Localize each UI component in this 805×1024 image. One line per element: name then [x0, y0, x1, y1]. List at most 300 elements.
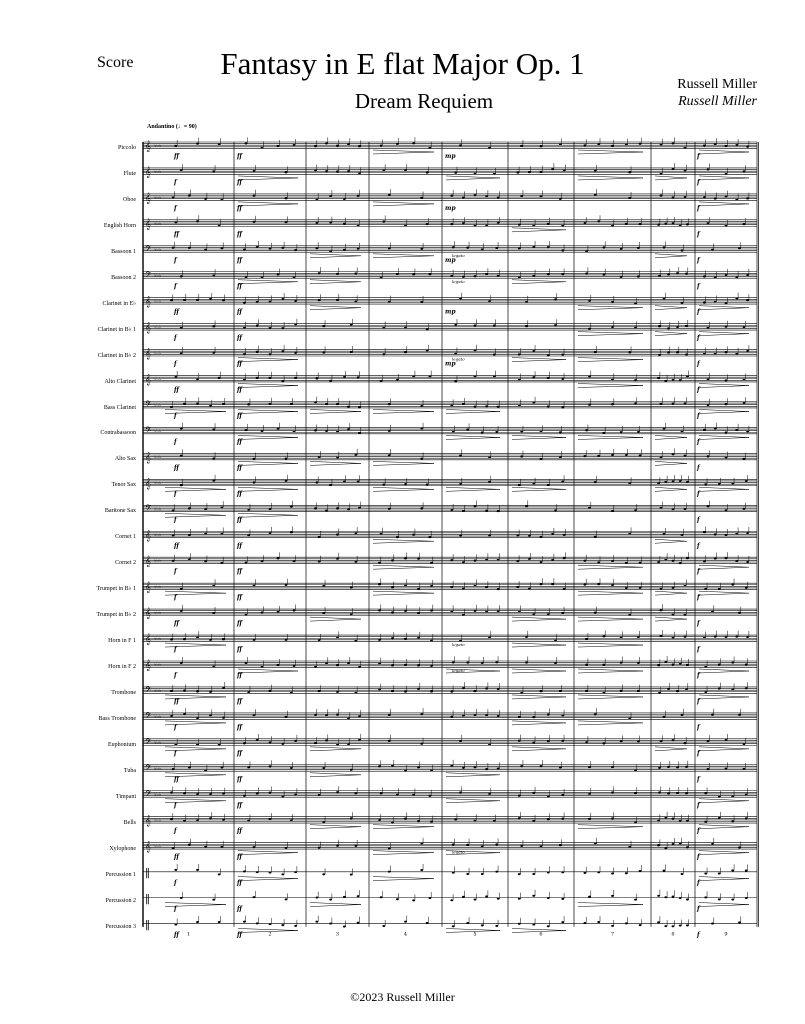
key-signature: ♭♭♭	[154, 817, 162, 824]
tempo-marking: Andantino (♩= 90)	[147, 124, 197, 130]
note-head	[718, 588, 721, 590]
note-head	[703, 531, 706, 533]
note-head	[540, 195, 543, 197]
note-head	[322, 585, 325, 587]
note-head	[212, 612, 215, 614]
note-head	[611, 403, 614, 405]
note-head	[551, 559, 554, 561]
clef-symbol: 𝄢	[145, 711, 152, 723]
key-signature: ♭♭♭	[154, 168, 162, 175]
key-signature: ♭♭♭	[154, 376, 162, 383]
note-head	[358, 145, 361, 147]
hairpin-crescendo	[655, 435, 687, 439]
note-head	[329, 898, 332, 900]
note-head	[658, 325, 661, 327]
note-head	[518, 277, 521, 279]
note-head	[588, 376, 591, 378]
note-head	[357, 895, 360, 897]
note-head	[735, 560, 738, 562]
note-head	[420, 405, 423, 407]
dynamic-mark: f	[697, 775, 700, 783]
note-head	[430, 585, 433, 587]
dynamic-mark: f	[697, 646, 700, 654]
dynamic-mark: f	[697, 490, 700, 498]
note-head	[220, 532, 223, 534]
note-head	[497, 688, 500, 690]
note-head	[681, 714, 684, 716]
note-head	[639, 587, 642, 589]
note-head	[183, 713, 186, 715]
note-head	[585, 638, 588, 640]
key-signature: ♭♭♭	[154, 506, 162, 513]
composer-name: Russell Miller	[677, 77, 757, 92]
dynamic-mark: ff	[174, 853, 179, 861]
note-head	[281, 247, 284, 249]
note-head	[450, 765, 453, 767]
note-head	[588, 766, 591, 768]
key-signature: ♭♭♭	[154, 584, 162, 591]
note-head	[672, 925, 675, 927]
key-signature: ♭♭♭	[154, 246, 162, 253]
note-head	[686, 820, 689, 822]
note-head	[378, 639, 381, 641]
note-head	[518, 795, 521, 797]
note-head	[559, 690, 562, 692]
note-head	[318, 639, 321, 641]
note-head	[532, 873, 535, 875]
note-head	[497, 196, 500, 198]
dynamic-mark: f	[697, 178, 700, 186]
note-head	[481, 873, 484, 875]
note-head	[585, 663, 588, 665]
note-head	[620, 662, 623, 664]
hairpin-crescendo	[655, 617, 687, 621]
note-head	[204, 198, 207, 200]
note-head	[474, 559, 477, 561]
note-head	[294, 871, 297, 873]
note-head	[454, 324, 457, 326]
hairpin-crescendo	[578, 150, 643, 154]
note-head	[357, 922, 360, 924]
note-head	[347, 428, 350, 430]
note-head	[554, 662, 557, 664]
note-head	[358, 432, 361, 434]
key-signature: ♭♭♭	[154, 532, 162, 539]
note-head	[520, 195, 523, 197]
note-head	[358, 406, 361, 408]
hairpin-crescendo	[238, 513, 298, 517]
note-head	[707, 740, 710, 742]
note-head	[277, 664, 280, 666]
note-head	[450, 223, 453, 225]
note-head	[180, 428, 183, 430]
note-head	[657, 482, 660, 484]
note-head	[561, 406, 564, 408]
note-head	[474, 690, 477, 692]
note-head	[247, 403, 250, 405]
hairpin-crescendo	[699, 435, 749, 439]
note-head	[417, 766, 420, 768]
note-head	[735, 298, 738, 300]
note-head	[212, 457, 215, 459]
note-head	[660, 635, 663, 637]
dynamic-mark: f	[697, 308, 700, 316]
measure-number: 7	[610, 931, 615, 938]
note-head	[474, 275, 477, 277]
instrument-label: Xylophone	[109, 845, 136, 852]
note-head	[532, 224, 535, 226]
hairpin-crescendo	[446, 799, 500, 803]
note-head	[474, 350, 477, 352]
note-head	[585, 272, 588, 274]
hairpin-crescendo	[238, 851, 298, 855]
note-head	[382, 169, 385, 171]
note-head	[597, 561, 600, 563]
note-head	[493, 354, 496, 356]
note-head	[703, 636, 706, 638]
note-head	[625, 587, 628, 589]
note-head	[180, 588, 183, 590]
note-head	[358, 666, 361, 668]
note-head	[212, 274, 215, 276]
note-head	[620, 276, 623, 278]
hairpin-crescendo	[699, 877, 749, 881]
hairpin-crescendo	[578, 176, 643, 180]
dynamic-mark: f	[697, 153, 700, 160]
instrument-label: Clarinet in B♭ 2	[97, 352, 136, 359]
note-head	[183, 299, 186, 301]
note-head	[620, 431, 623, 433]
dynamic-mark: ff	[237, 568, 242, 576]
note-head	[518, 817, 521, 819]
note-head	[663, 298, 666, 300]
note-head	[430, 821, 433, 823]
note-head	[417, 688, 420, 690]
note-head	[358, 507, 361, 509]
note-head	[220, 506, 223, 508]
hairpin-crescendo	[373, 461, 434, 465]
note-head	[518, 610, 521, 612]
note-head	[625, 223, 628, 225]
note-head	[212, 899, 215, 901]
note-head	[222, 793, 225, 795]
note-head	[637, 662, 640, 664]
hairpin-crescendo	[238, 410, 298, 414]
note-head	[657, 921, 660, 923]
note-head	[703, 196, 706, 198]
note-head	[481, 662, 484, 664]
note-head	[495, 871, 498, 873]
note-head	[428, 536, 431, 538]
note-head	[485, 405, 488, 407]
hairpin-crescendo	[578, 669, 643, 673]
note-head	[554, 298, 557, 300]
note-head	[281, 873, 284, 875]
note-head	[269, 792, 272, 794]
note-head	[725, 636, 728, 638]
note-head	[294, 300, 297, 302]
measure-number: 1	[186, 931, 191, 938]
note-head	[172, 196, 175, 198]
note-head	[540, 171, 543, 173]
note-head	[628, 846, 631, 848]
note-head	[350, 769, 353, 771]
note-head	[488, 147, 491, 149]
note-head	[725, 767, 728, 769]
instrument-label: Clarinet in B♭ 1	[97, 326, 136, 333]
note-head	[354, 792, 357, 794]
note-head	[245, 662, 248, 664]
note-head	[380, 896, 383, 898]
note-head	[450, 899, 453, 901]
note-head	[325, 403, 328, 405]
note-head	[561, 354, 564, 356]
clef-symbol: 𝄞	[145, 530, 151, 542]
dynamic-mark: ff	[174, 931, 179, 939]
dynamic-mark: f	[174, 905, 177, 913]
note-head	[731, 795, 734, 797]
instrument-label: Horn in F 2	[108, 664, 136, 670]
note-head	[347, 406, 350, 408]
note-head	[183, 820, 186, 822]
note-head	[731, 584, 734, 586]
note-head	[220, 767, 223, 769]
note-head	[667, 327, 670, 329]
note-head	[261, 666, 264, 668]
note-head	[660, 173, 663, 175]
note-head	[450, 404, 453, 406]
note-head	[672, 843, 675, 845]
note-head	[561, 612, 564, 614]
note-head	[725, 431, 728, 433]
note-head	[597, 583, 600, 585]
note-head	[222, 638, 225, 640]
note-head	[256, 793, 259, 795]
note-head	[314, 402, 317, 404]
note-head	[684, 455, 687, 457]
note-head	[602, 432, 605, 434]
note-head	[256, 922, 259, 924]
note-head	[532, 613, 535, 615]
note-head	[718, 796, 721, 798]
dynamic-mark: f	[174, 801, 177, 809]
note-head	[625, 562, 628, 564]
note-head	[725, 739, 728, 741]
note-head	[382, 483, 385, 485]
note-head	[404, 921, 407, 923]
note-head	[561, 715, 564, 717]
note-head	[358, 715, 361, 717]
note-head	[354, 692, 357, 694]
note-head	[597, 921, 600, 923]
note-head	[420, 428, 423, 430]
hairpin-crescendo	[373, 591, 434, 595]
note-head	[672, 663, 675, 665]
note-head	[525, 325, 528, 327]
note-head	[714, 353, 717, 355]
note-head	[520, 845, 523, 847]
note-head	[743, 508, 746, 510]
note-head	[269, 765, 272, 767]
dynamic-mark: ff	[237, 749, 242, 757]
dynamic-mark: ff	[237, 438, 242, 446]
key-signature: ♭♭♭	[154, 220, 162, 227]
note-head	[420, 843, 423, 845]
note-head	[170, 690, 173, 692]
note-head	[625, 144, 628, 146]
note-head	[396, 536, 399, 538]
note-head	[714, 198, 717, 200]
note-head	[547, 354, 550, 356]
dynamic-mark: ff	[237, 308, 242, 316]
note-head	[294, 377, 297, 379]
measure-number: 3	[335, 931, 340, 938]
note-head	[597, 143, 600, 145]
note-head	[350, 613, 353, 615]
clef-symbol: 𝄞	[145, 478, 151, 490]
note-head	[426, 350, 429, 352]
note-head	[452, 431, 455, 433]
note-head	[679, 224, 682, 226]
note-head	[679, 925, 682, 927]
hairpin-crescendo	[578, 565, 643, 569]
note-head	[532, 716, 535, 718]
note-head	[664, 896, 667, 898]
note-head	[594, 536, 597, 538]
note-head	[293, 276, 296, 278]
note-head	[718, 817, 721, 819]
note-head	[459, 483, 462, 485]
dynamic-mark: ff	[174, 308, 179, 316]
note-head	[450, 559, 453, 561]
note-head	[329, 922, 332, 924]
note-head	[204, 508, 207, 510]
note-head	[516, 560, 519, 562]
note-head	[347, 143, 350, 145]
note-head	[253, 481, 256, 483]
note-head	[532, 923, 535, 925]
note-head	[746, 299, 749, 301]
note-head	[703, 429, 706, 431]
key-signature: ♭♭♭	[154, 194, 162, 201]
note-head	[450, 715, 453, 717]
note-head	[322, 612, 325, 614]
note-head	[428, 795, 431, 797]
note-head	[315, 921, 318, 923]
instrument-label: Bells	[123, 819, 136, 826]
note-head	[396, 793, 399, 795]
dynamic-mark: f	[174, 438, 177, 446]
note-head	[285, 197, 288, 199]
note-head	[261, 560, 264, 562]
note-head	[180, 610, 183, 612]
note-head	[495, 843, 498, 845]
note-head	[679, 897, 682, 899]
note-head	[290, 767, 293, 769]
note-head	[611, 872, 614, 874]
dynamic-mark: ff	[237, 853, 242, 861]
note-head	[462, 403, 465, 405]
instrument-label: Trumpet in B♭ 2	[96, 612, 136, 619]
note-head	[547, 897, 550, 899]
hairpin-crescendo	[310, 254, 361, 258]
note-head	[497, 222, 500, 224]
note-head	[222, 819, 225, 821]
note-head	[532, 402, 535, 404]
note-head	[466, 873, 469, 875]
note-head	[293, 560, 296, 562]
measure-number: 6	[539, 931, 543, 938]
note-head	[318, 299, 321, 301]
note-head	[170, 818, 173, 820]
hairpin-crescendo	[512, 280, 566, 284]
note-head	[466, 922, 469, 924]
legato-marking: legato	[452, 278, 465, 284]
dynamic-mark: f	[174, 334, 177, 342]
note-head	[493, 820, 496, 822]
note-head	[746, 636, 749, 638]
hairpin-crescendo	[512, 487, 566, 491]
note-head	[426, 483, 429, 485]
note-head	[679, 562, 682, 564]
hairpin-crescendo	[373, 851, 434, 855]
note-head	[679, 843, 682, 845]
note-head	[474, 406, 477, 408]
hairpin-crescendo	[238, 202, 298, 206]
note-head	[725, 274, 728, 276]
note-head	[672, 402, 675, 404]
note-head	[417, 820, 420, 822]
hairpin-crescendo	[373, 877, 434, 881]
note-head	[247, 819, 250, 821]
dynamic-mark: ff	[237, 230, 242, 238]
dynamic-mark: ff	[174, 230, 179, 238]
hairpin-crescendo	[578, 591, 643, 595]
note-head	[634, 326, 637, 328]
dynamic-mark: mp	[445, 153, 456, 160]
dynamic-mark: ff	[174, 697, 179, 705]
note-head	[354, 845, 357, 847]
note-head	[488, 457, 491, 459]
note-head	[269, 377, 272, 379]
note-head	[516, 586, 519, 588]
note-head	[497, 588, 500, 590]
note-head	[686, 481, 689, 483]
note-head	[597, 455, 600, 457]
note-head	[314, 507, 317, 509]
note-head	[196, 921, 199, 923]
note-head	[625, 454, 628, 456]
note-head	[738, 612, 741, 614]
note-head	[725, 403, 728, 405]
instrument-label: Piccolo	[118, 145, 136, 151]
note-head	[594, 351, 597, 353]
note-head	[584, 144, 587, 146]
measure-number: 2	[268, 931, 272, 938]
clef-symbol: 𝄞	[145, 452, 151, 464]
note-head	[180, 897, 183, 899]
dynamic-mark: f	[697, 905, 700, 913]
note-head	[485, 195, 488, 197]
note-head	[704, 792, 707, 794]
note-head	[174, 376, 177, 378]
hairpin-crescendo	[238, 487, 298, 491]
clef-symbol: 𝄢	[145, 685, 152, 697]
dynamic-mark: ff	[237, 775, 242, 783]
note-head	[174, 145, 177, 147]
note-head	[183, 638, 186, 640]
note-head	[180, 275, 183, 277]
